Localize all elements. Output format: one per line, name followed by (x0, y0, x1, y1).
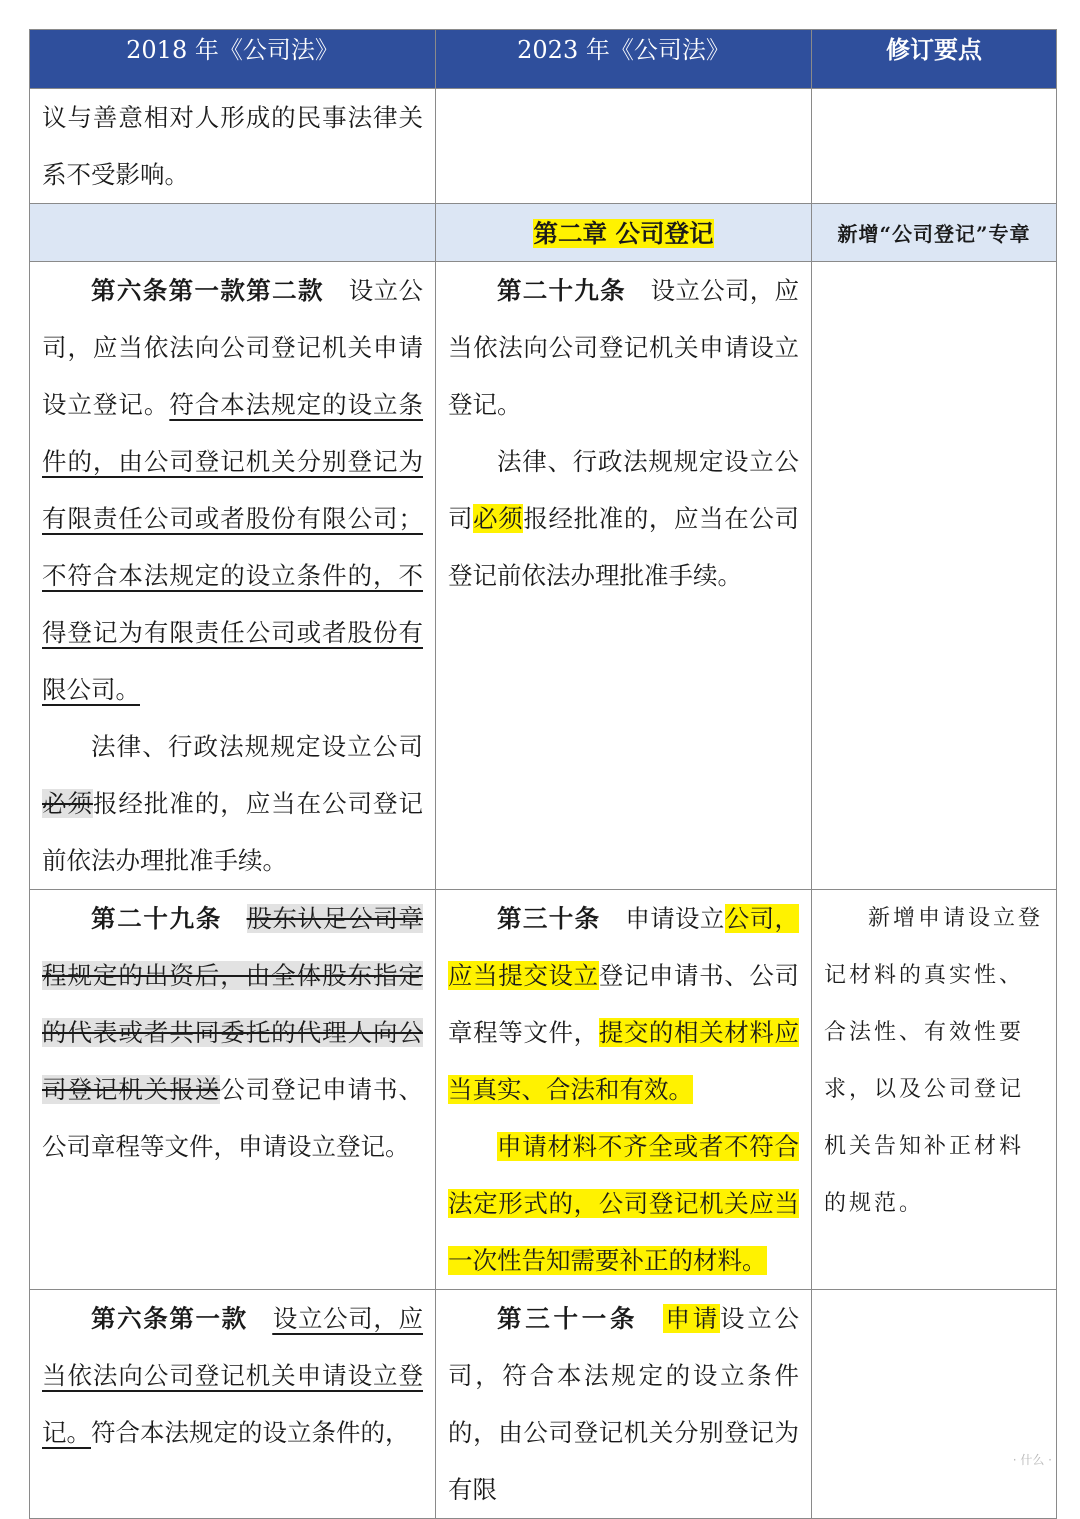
old-law-text: 公司登记申请书、公司章程等文件，申请设立登记。 (42, 1075, 423, 1161)
table-row (30, 89, 1057, 204)
highlighted-text: 提交的相关材料应当真实、合法和有效。 (448, 1018, 800, 1104)
old-law-cell (30, 262, 436, 890)
new-law-cell (436, 890, 812, 1290)
revision-note-cell (812, 89, 1057, 204)
new-law-paragraph (448, 1290, 799, 1518)
new-law-paragraph (448, 433, 799, 604)
chapter-title-cell (436, 204, 812, 262)
old-law-text: 设立公司，应当依法向公司登记机关申请设立登记。 (42, 276, 423, 419)
old-law-cell (30, 204, 436, 262)
old-law-paragraph (42, 1290, 423, 1461)
deleted-text: 股东认足公司章程规定的出资后，由全体股东指定的代表或者共同委托的代理人向公司登记机关报送 (42, 904, 424, 1104)
new-law-cell (436, 1290, 812, 1519)
old-law-underlined-text: 设立公司，应当依法向公司登记机关申请设立登记。 (42, 1304, 423, 1447)
old-law-paragraph (42, 718, 423, 889)
article-number: 第六条第一款第二款 (91, 276, 324, 305)
table-row (30, 890, 1057, 1290)
revision-note-cell (812, 1290, 1057, 1519)
new-law-text: 法律、行政法规规定设立公司 (448, 447, 799, 533)
header-2018-law: 2018 年《公司法》 (30, 30, 436, 89)
new-law-paragraph (448, 1118, 799, 1289)
highlighted-text: 申请材料不齐全或者不符合法定形式的，公司登记机关应当一次性告知需要补正的材料。 (448, 1132, 799, 1275)
new-law-text: 设立公司，符合本法规定的设立条件的，由公司登记机关分别登记为有限 (448, 1304, 799, 1504)
old-law-text: 符合本法规定的设立条件的， (91, 1418, 410, 1447)
watermark: · 什么 · (1012, 1453, 1052, 1467)
old-law-cell (30, 890, 436, 1290)
highlighted-text: 申请 (662, 1304, 720, 1333)
new-law-text: 设立公司，应当依法向公司登记机关申请设立登记。 (448, 276, 800, 419)
header-revision-points: 修订要点 (812, 30, 1057, 89)
old-law-cell (30, 1290, 436, 1519)
article-number: 第三十一条 (497, 1304, 639, 1333)
header-2023-law: 2023 年《公司法》 (436, 30, 812, 89)
revision-note-cell (812, 890, 1057, 1290)
old-law-text: 议与善意相对人形成的民事法律关系不受影响。 (42, 103, 423, 189)
old-law-underlined-text: 符合本法规定的设立条件的，由公司登记机关分别登记为有限责任公司或者股份有限公司；不符合本法规定的设立条件的，不得登记为有限责任公司或者股份有限公司。 (42, 390, 424, 704)
new-law-text: 登记申请书、公司章程等文件， (448, 961, 800, 1047)
deleted-text: 必须 (42, 789, 93, 818)
article-number: 第二十九条 (497, 276, 626, 305)
article-number: 第三十条 (497, 904, 601, 933)
new-law-paragraph (448, 262, 799, 433)
old-law-cell (30, 89, 436, 204)
old-law-text: 法律、行政法规规定设立公司 (91, 732, 423, 761)
chapter-title: 第二章 公司登记 (533, 219, 714, 248)
old-law-paragraph (42, 262, 423, 718)
table-header-row (30, 30, 1057, 89)
highlighted-text: 必须 (473, 504, 524, 533)
table-row (30, 1290, 1057, 1519)
old-law-paragraph (42, 890, 423, 1175)
new-law-text: 申请设立 (624, 904, 725, 933)
old-law-text: 报经批准的，应当在公司登记前依法办理批准手续。 (42, 789, 424, 875)
article-number: 第六条第一款 (91, 1304, 248, 1333)
law-comparison-table (29, 29, 1057, 1519)
new-law-text: 报经批准的，应当在公司登记前依法办理批准手续。 (448, 504, 800, 590)
article-number: 第二十九条 (91, 904, 223, 933)
chapter-row (30, 204, 1057, 262)
chapter-note: 新增“公司登记”专章 (837, 222, 1031, 246)
revision-note: 新增申请设立登记材料的真实性、合法性、有效性要求，以及公司登记机关告知补正材料的规范。 (824, 906, 1044, 1216)
revision-note-cell (812, 262, 1057, 890)
new-law-paragraph (448, 890, 799, 1118)
new-law-cell (436, 89, 812, 204)
table-row (30, 262, 1057, 890)
chapter-note-cell (812, 204, 1057, 262)
new-law-cell (436, 262, 812, 890)
highlighted-text: 公司，应当提交设立 (448, 904, 800, 990)
